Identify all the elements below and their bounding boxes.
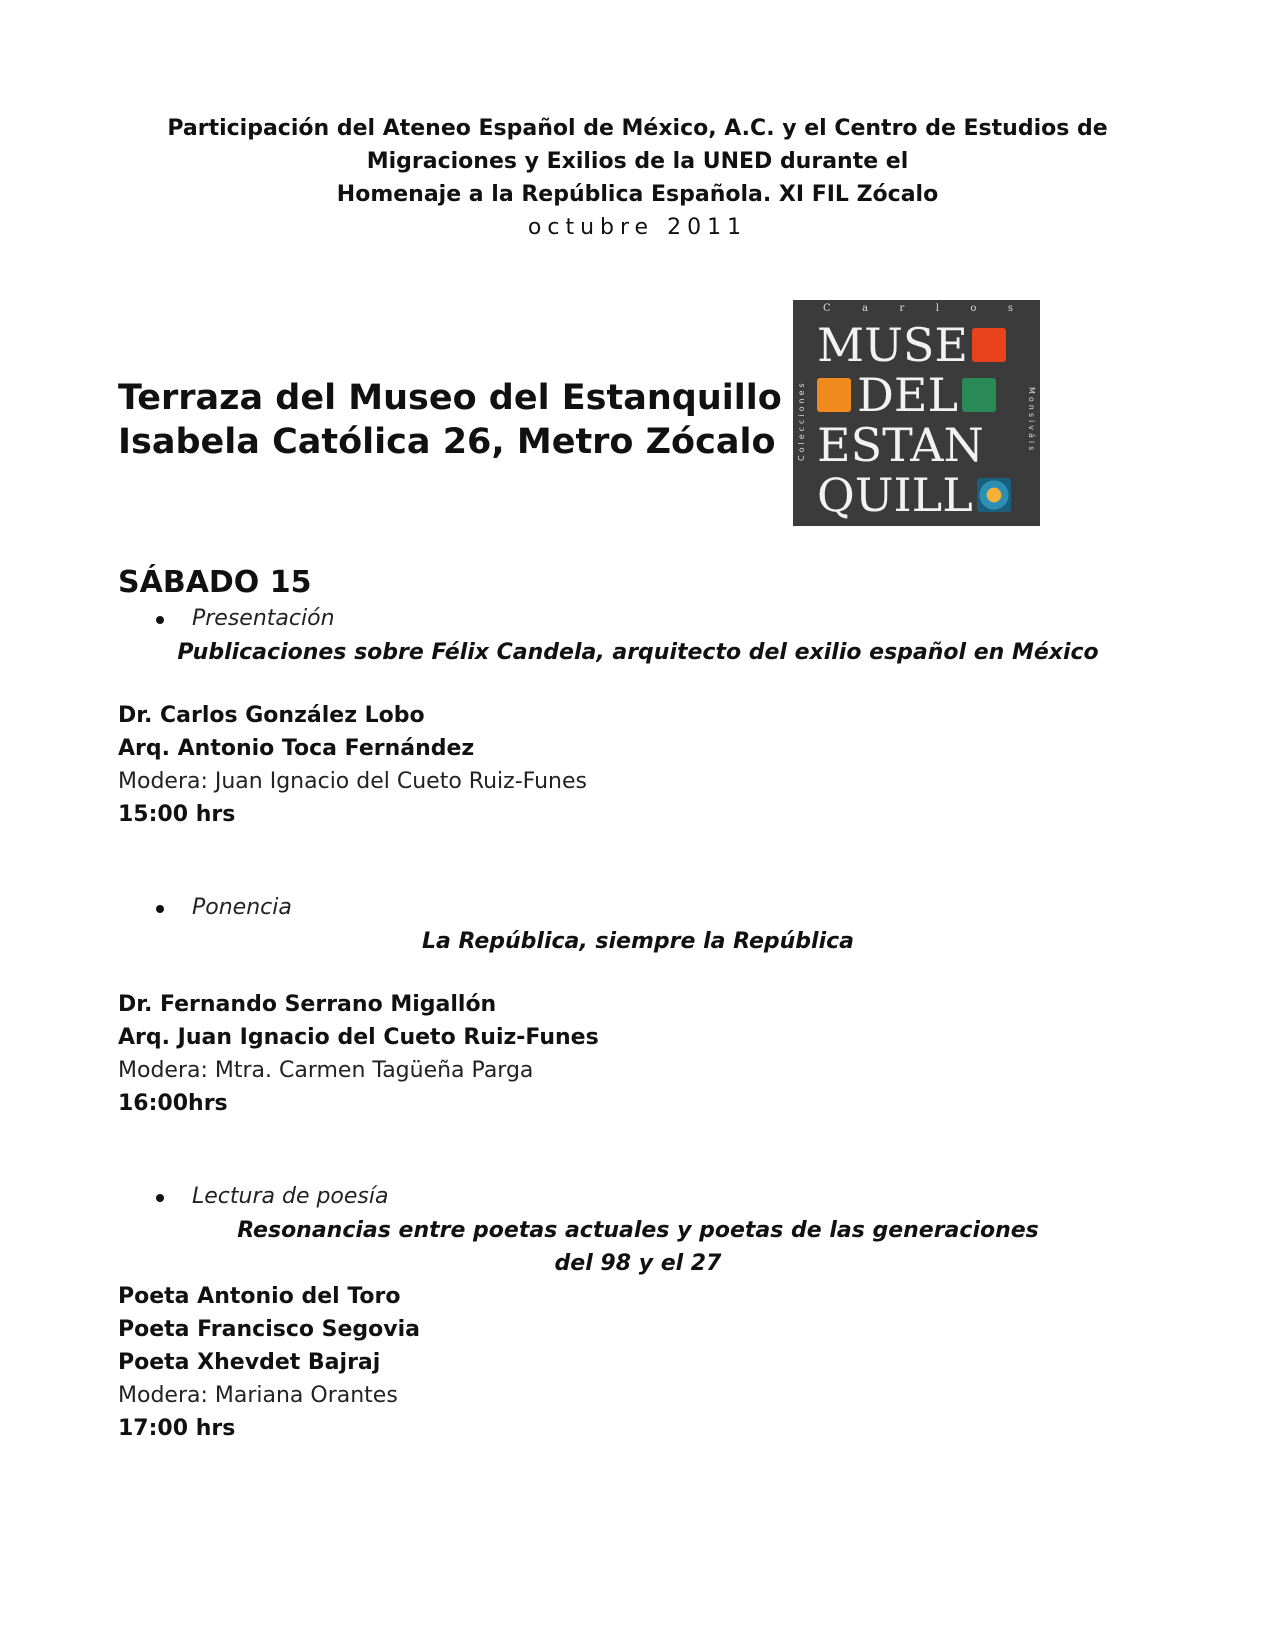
document-header (60, 112, 1215, 244)
event-type: Presentación (118, 602, 1218, 636)
logo-top-letter: s (1007, 302, 1013, 314)
event-time: 16:00hrs (118, 1091, 228, 1116)
participant: Poeta Antonio del Toro (118, 1284, 401, 1309)
logo-top-letter: o (970, 302, 977, 314)
logo-top-letter: r (899, 302, 905, 314)
swirl-square-icon (977, 478, 1011, 512)
event-type: Lectura de poesía (118, 1180, 1218, 1214)
header-date: octubre 2011 (527, 215, 748, 240)
orange-square-icon (817, 378, 851, 412)
event-block (118, 1180, 1218, 1445)
event-title: La República, siempre la República (421, 929, 855, 954)
participant: Poeta Francisco Segovia (118, 1317, 421, 1342)
participant: Dr. Carlos González Lobo (118, 703, 425, 728)
event-title: Resonancias entre poetas actuales y poetas de las generaciones (237, 1218, 1039, 1243)
logo-word-quill: QUILL (817, 468, 973, 522)
logo-row-3 (817, 420, 984, 470)
participant: Arq. Juan Ignacio del Cueto Ruiz-Funes (118, 1025, 599, 1050)
logo-word-muse: MUSE (817, 318, 968, 372)
green-square-icon (962, 378, 996, 412)
logo-word-estan: ESTAN (817, 418, 984, 472)
logo-row-4 (817, 470, 1011, 520)
red-square-icon (972, 328, 1006, 362)
event-time: 17:00 hrs (118, 1416, 236, 1441)
logo-row-1 (817, 320, 1006, 370)
event-block (118, 891, 1218, 1120)
logo-right-text: Monsiváis (1027, 387, 1036, 454)
header-line-1: Participación del Ateneo Español de México, A.C. y el Centro de Estudios de (167, 116, 1108, 141)
event-time: 15:00 hrs (118, 802, 236, 827)
moderator: Modera: Mtra. Carmen Tagüeña Parga (118, 1058, 534, 1083)
moderator: Modera: Mariana Orantes (118, 1383, 398, 1408)
venue-line-1: Terraza del Museo del Estanquillo (118, 378, 782, 418)
venue-block (118, 376, 782, 464)
event-block (118, 602, 1218, 831)
logo-top-letter: l (935, 302, 939, 314)
day-heading: SÁBADO 15 (118, 565, 312, 600)
venue-line-2: Isabela Católica 26, Metro Zócalo (118, 422, 776, 462)
museo-estanquillo-logo (793, 300, 1040, 526)
logo-left-text: Colecciones (797, 380, 806, 461)
logo-top-letter: a (862, 302, 869, 314)
participant: Dr. Fernando Serrano Migallón (118, 992, 497, 1017)
participant: Poeta Xhevdet Bajraj (118, 1350, 381, 1375)
logo-row-2 (817, 370, 996, 420)
event-title: del 98 y el 27 (554, 1251, 722, 1276)
logo-top-text (823, 300, 1013, 316)
participant: Arq. Antonio Toca Fernández (118, 736, 475, 761)
logo-top-letter: C (823, 302, 831, 314)
header-line-3: Homenaje a la República Española. XI FIL Zócalo (336, 182, 939, 207)
program-content (118, 564, 1218, 1445)
logo-word-del: DEL (857, 368, 959, 422)
moderator: Modera: Juan Ignacio del Cueto Ruiz-Funes (118, 769, 587, 794)
event-title: Publicaciones sobre Félix Candela, arquitecto del exilio español en México (177, 640, 1099, 665)
header-line-2: Migraciones y Exilios de la UNED durante el (366, 149, 909, 174)
event-type: Ponencia (118, 891, 1218, 925)
